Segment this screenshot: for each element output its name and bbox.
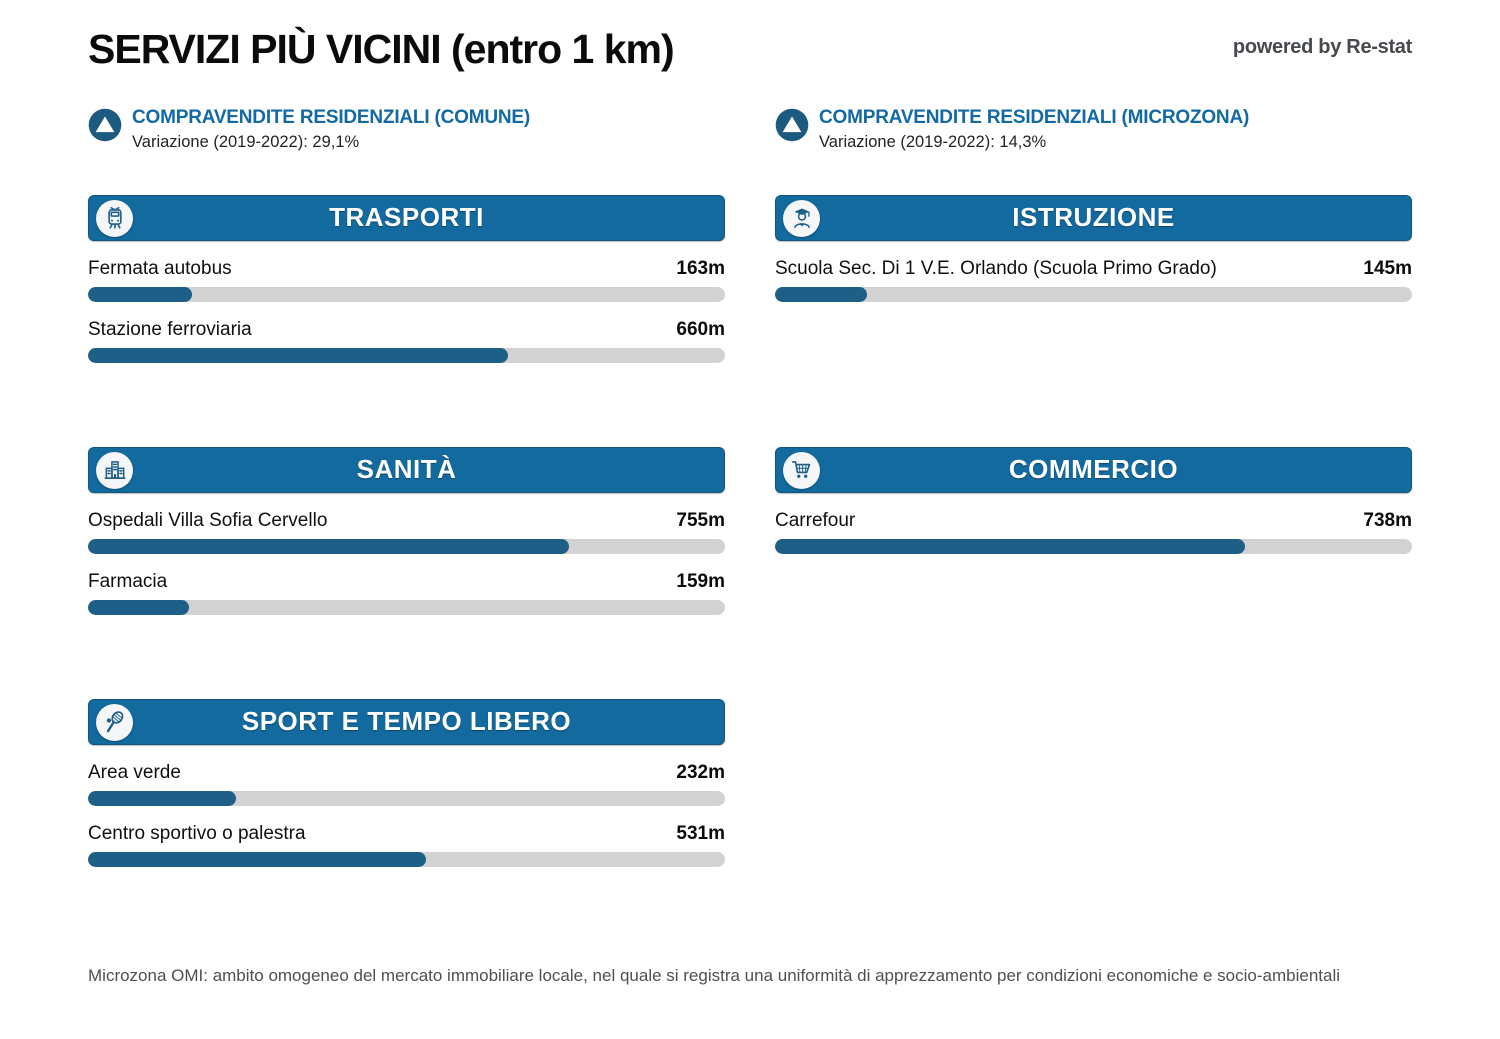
kpi-subtext: Variazione (2019-2022): 29,1%	[132, 132, 360, 151]
service-item	[88, 317, 725, 363]
section-header	[88, 195, 725, 241]
section-title: SANITÀ	[356, 454, 457, 485]
service-label: Farmacia	[88, 570, 168, 592]
kpi-label: COMPRAVENDITE RESIDENZIALI (COMUNE)	[132, 107, 530, 129]
service-label: Ospedali Villa Sofia Cervello	[88, 509, 328, 531]
distance-bar-fill	[775, 539, 1245, 554]
service-item	[88, 569, 725, 615]
distance-bar	[88, 287, 725, 302]
service-distance: 159m	[676, 570, 725, 592]
graduate-student-icon	[783, 200, 820, 237]
triangle-up-icon	[88, 108, 122, 142]
distance-bar-fill	[88, 287, 192, 302]
kpi-label: COMPRAVENDITE RESIDENZIALI (MICROZONA)	[819, 107, 1250, 129]
section-title: SPORT E TEMPO LIBERO	[241, 706, 572, 737]
service-distance: 738m	[1363, 509, 1412, 531]
tennis-racket-icon	[96, 704, 133, 741]
service-item	[775, 508, 1412, 554]
service-label: Fermata autobus	[88, 257, 232, 279]
service-item	[775, 256, 1412, 302]
shopping-cart-icon	[783, 452, 820, 489]
tram-icon	[96, 200, 133, 237]
page-title: SERVIZI PIÙ VICINI (entro 1 km)	[88, 26, 674, 72]
distance-bar	[88, 852, 725, 867]
section-trasporti	[88, 195, 725, 447]
service-label: Scuola Sec. Di 1 V.E. Orlando (Scuola Primo Grado)	[775, 257, 1217, 279]
service-distance: 163m	[676, 257, 725, 279]
section-istruzione	[775, 195, 1412, 447]
hospital-icon	[96, 452, 133, 489]
distance-bar-fill	[88, 348, 508, 363]
section-commercio	[775, 447, 1412, 699]
distance-bar-fill	[88, 791, 236, 806]
kpi-comune	[88, 107, 725, 153]
service-item	[88, 256, 725, 302]
service-label: Centro sportivo o palestra	[88, 822, 306, 844]
service-distance: 145m	[1363, 257, 1412, 279]
service-distance: 660m	[676, 318, 725, 340]
service-distance: 232m	[676, 761, 725, 783]
distance-bar	[88, 791, 725, 806]
distance-bar-fill	[88, 600, 189, 615]
section-title: TRASPORTI	[329, 202, 484, 233]
service-distance: 531m	[676, 822, 725, 844]
right-column	[775, 195, 1412, 951]
left-column	[88, 195, 725, 951]
service-item	[88, 760, 725, 806]
service-distance: 755m	[676, 509, 725, 531]
section-title: COMMERCIO	[1008, 454, 1179, 485]
section-title: ISTRUZIONE	[1012, 202, 1175, 233]
kpi-microzona	[775, 107, 1412, 153]
service-label: Area verde	[88, 761, 181, 783]
service-item	[88, 821, 725, 867]
distance-bar-fill	[88, 852, 426, 867]
service-item	[88, 508, 725, 554]
section-sanita	[88, 447, 725, 699]
section-sport	[88, 699, 725, 951]
section-header	[775, 447, 1412, 493]
distance-bar	[88, 348, 725, 363]
page-header	[88, 28, 1412, 71]
distance-bar	[775, 539, 1412, 554]
section-header	[88, 447, 725, 493]
distance-bar-fill	[775, 287, 867, 302]
section-header	[775, 195, 1412, 241]
kpi-row	[88, 107, 1412, 153]
microzona-footnote: Microzona OMI: ambito omogeneo del mercato immobiliare locale, nel quale si registra una uniformità di apprezzamento per condizioni economiche e socio-ambientali	[88, 965, 1341, 985]
distance-bar	[775, 287, 1412, 302]
service-label: Carrefour	[775, 509, 856, 531]
sections-grid	[88, 195, 1412, 951]
kpi-subtext: Variazione (2019-2022): 14,3%	[819, 132, 1047, 151]
distance-bar	[88, 539, 725, 554]
distance-bar-fill	[88, 539, 569, 554]
powered-by-label: powered by Re-stat	[1232, 36, 1412, 58]
section-header	[88, 699, 725, 745]
service-label: Stazione ferroviaria	[88, 318, 252, 340]
triangle-up-icon	[775, 108, 809, 142]
distance-bar	[88, 600, 725, 615]
